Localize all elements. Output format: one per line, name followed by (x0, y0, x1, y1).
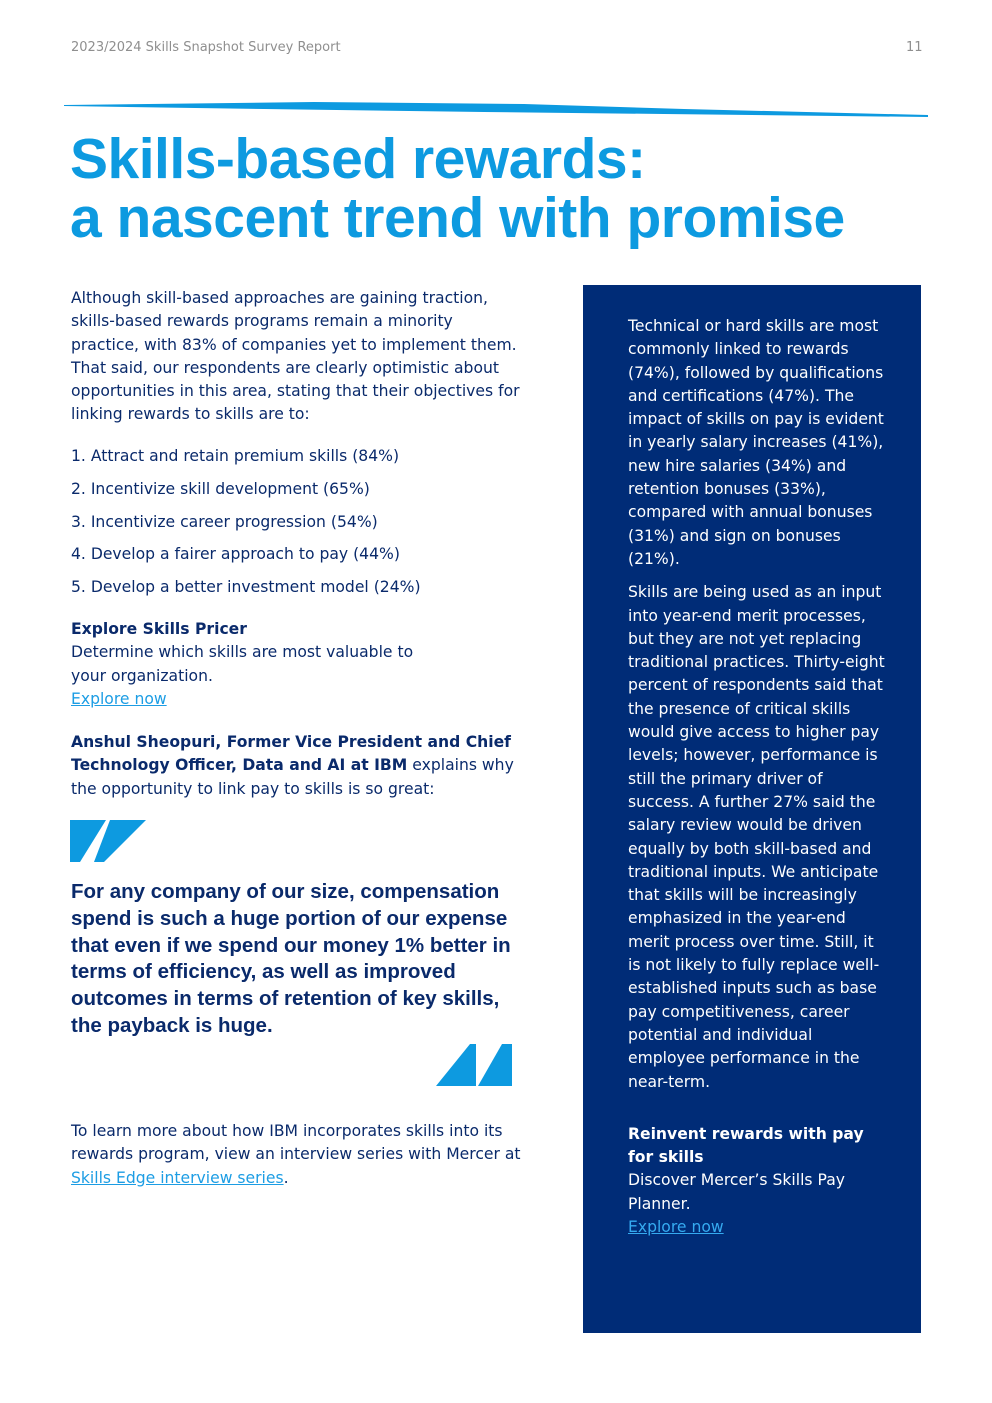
objectives-list (71, 445, 521, 609)
explore-skills-pricer-link[interactable]: Explore now (71, 689, 167, 708)
attribution-name: Anshul Sheopuri, Former Vice President and Chief Technology Officer, Data and AI at IBM (71, 733, 511, 775)
page-title-line1: Skills-based rewards: (70, 127, 646, 191)
explore-pay-planner-link[interactable]: Explore now (628, 1217, 724, 1236)
intro-paragraph: Although skill-based approaches are gaining traction, skills-based rewards programs remain a minority practice, with 83% of companies yet to implement them. That said, our respondents are clearly optimistic about opportunities in this area, stating that their objectives for linking rewards to skills are to: (71, 289, 520, 424)
closing-paragraph (71, 1120, 521, 1190)
attribution-text: explains why the opportunity to link pay to skills is so great: (71, 756, 514, 798)
closing-text: To learn more about how IBM incorporates skills into its rewards program, view an interview series with Mercer at (71, 1122, 521, 1164)
page-title (70, 127, 930, 250)
skills-edge-interview-link[interactable]: Skills Edge interview series (71, 1168, 284, 1187)
close-quote-icon (436, 1044, 512, 1086)
sidebar-paragraph-2: Skills are being used as an input into year-end merit processes, but they are not yet replacing traditional practices. Thirty-eight percent of respondents said that the presence of critical skills would give access to higher pay levels; however, performance is still the primary driver of success. A further 27% said the salary review would be driven equally by both skill-based and traditional inputs. We anticipate that skills will be increasingly emphasized in the year-end merit process over time. Still, it is not likely to fully replace well-established inputs such as base pay competitiveness, career potential and individual employee performance in the near-term. (628, 583, 885, 1091)
page-title-line2: a nascent trend with promise (70, 186, 845, 250)
pull-quote: For any company of our size, compensation spend is such a huge portion of our expense that even if we spend our money 1% better in terms of efficiency, as well as improved outcomes in terms of retention of key skills, the payback is huge. (71, 880, 511, 1037)
page-number: 11 (906, 40, 923, 55)
closing-period: . (283, 1168, 289, 1187)
list-item: 3. Incentivize career progression (54%) (71, 512, 378, 531)
list-item: 4. Develop a fairer approach to pay (44%) (71, 545, 400, 564)
skills-pricer-heading: Explore Skills Pricer (71, 620, 247, 638)
list-item: 5. Develop a better investment model (24%) (71, 578, 421, 597)
sidebar-paragraph-1: Technical or hard skills are most commonly linked to rewards (74%), followed by qualifications and certifications (47%). The impact of skills on pay is evident in yearly salary increases (41%), new hire salaries (34%) and retention bonuses (33%), compared with annual bonuses (31%) and sign on bonuses (21%). (628, 317, 884, 568)
sidebar-content (628, 315, 890, 1239)
list-item: 1. Attract and retain premium skills (84%) (71, 447, 400, 465)
skills-pricer-text: Determine which skills are most valuable to your organization. (71, 643, 414, 685)
quote-attribution (71, 731, 521, 801)
open-quote-icon (70, 820, 146, 862)
skills-pricer-callout (71, 618, 521, 711)
sidebar-panel (583, 285, 921, 1333)
sidebar-cta-text: Discover Mercer’s Skills Pay Planner. (628, 1171, 845, 1213)
title-brush-rule (64, 100, 928, 120)
report-title: 2023/2024 Skills Snapshot Survey Report (71, 40, 341, 55)
sidebar-cta-heading: Reinvent rewards with pay for skills (628, 1124, 864, 1167)
list-item: 2. Incentivize skill development (65%) (71, 479, 370, 498)
